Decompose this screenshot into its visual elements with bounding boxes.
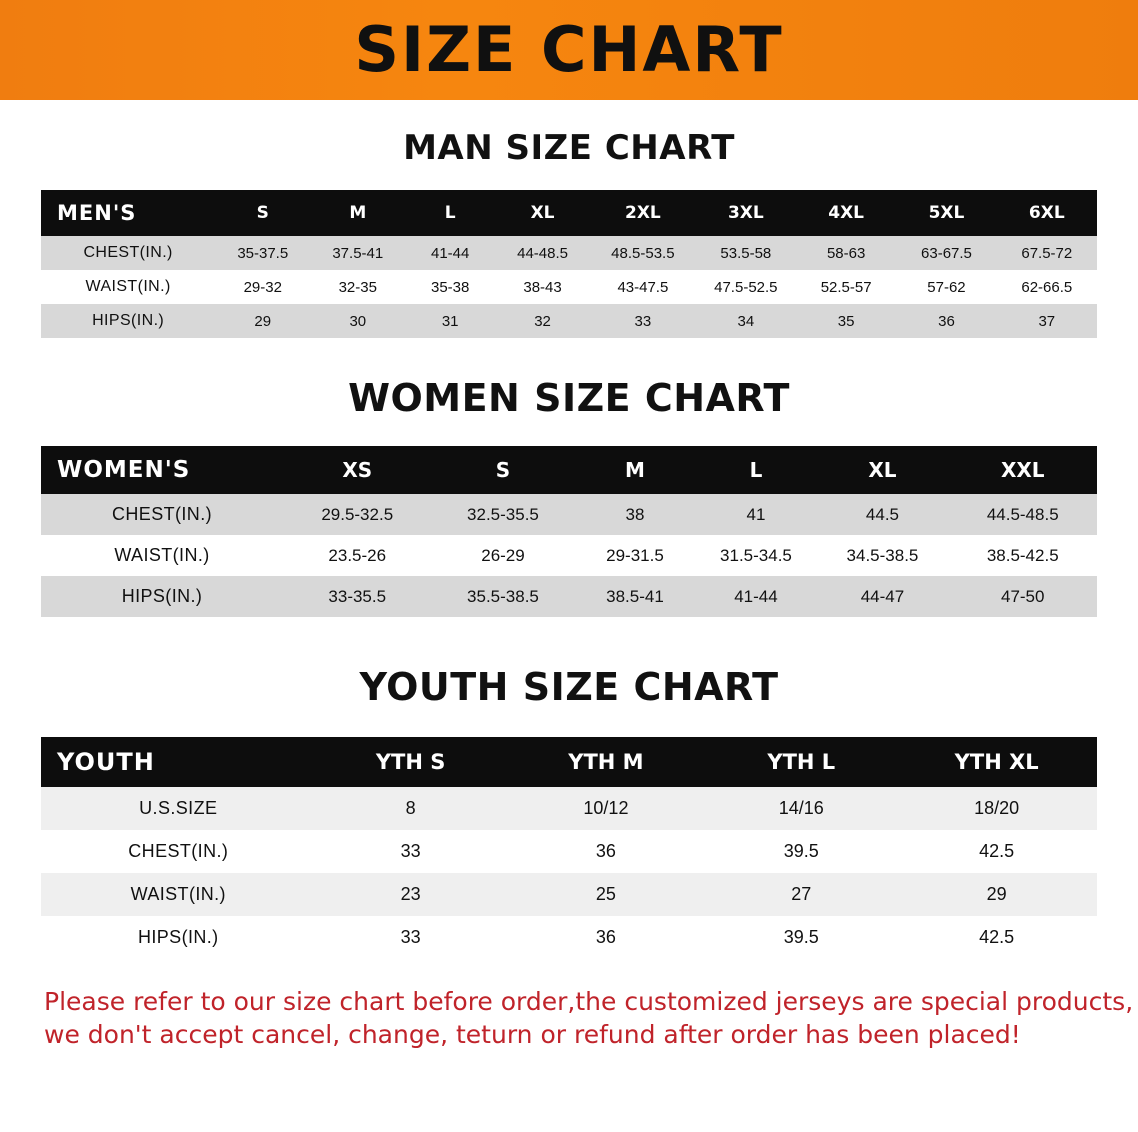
table-cell: 37.5-41 <box>332 244 384 262</box>
youth-header-m: YTH M <box>568 750 644 774</box>
women-row-chest-label: CHEST(IN.) <box>112 504 212 524</box>
table-cell: 35-38 <box>430 278 470 296</box>
youth-table-header <box>41 737 1097 787</box>
table-cell: 63-67.5 <box>921 244 972 262</box>
table-cell: 38.5-41 <box>606 586 664 606</box>
table-header-row <box>41 190 1097 236</box>
table-cell: 35.5-38.5 <box>467 586 539 606</box>
man-header-s: S <box>256 203 269 223</box>
youth-row-chest-label: CHEST(IN.) <box>128 841 229 861</box>
man-header-5xl: 5XL <box>928 203 965 223</box>
youth-row-hips-label: HIPS(IN.) <box>137 927 219 947</box>
man-size-table-wrap <box>41 190 1097 338</box>
women-size-table-wrap <box>41 446 1097 617</box>
table-cell: 26-29 <box>481 545 525 565</box>
table-cell: 8 <box>405 798 416 818</box>
man-header-label: MEN'S <box>57 201 137 225</box>
table-cell: 41 <box>746 504 766 524</box>
women-header-xs: XS <box>342 458 373 482</box>
man-header-6xl: 6XL <box>1028 203 1065 223</box>
disclaimer-line-1: Please refer to our size chart before order,the customized jerseys are special products, <box>44 987 1134 1016</box>
table-header-row <box>41 446 1097 494</box>
table-row <box>41 270 1097 304</box>
table-cell: 42.5 <box>979 927 1015 947</box>
women-section-heading: WOMEN SIZE CHART <box>348 376 790 420</box>
table-cell: 29-32 <box>243 278 282 296</box>
man-header-l: L <box>444 203 456 223</box>
women-table-header <box>41 446 1097 494</box>
man-table-body <box>41 236 1097 338</box>
table-cell: 38-43 <box>523 278 562 296</box>
youth-header-l: YTH L <box>767 750 836 774</box>
youth-size-table <box>41 737 1097 959</box>
table-cell: 33 <box>400 841 421 861</box>
table-cell: 44-48.5 <box>517 244 568 262</box>
table-row <box>41 304 1097 338</box>
table-row <box>41 830 1097 873</box>
table-row <box>41 535 1097 576</box>
table-row <box>41 787 1097 830</box>
table-row <box>41 916 1097 959</box>
table-cell: 36 <box>595 927 616 947</box>
youth-section-heading: YOUTH SIZE CHART <box>359 665 779 709</box>
man-header-4xl: 4XL <box>828 203 865 223</box>
disclaimer-note <box>44 985 1134 1051</box>
women-size-table <box>41 446 1097 617</box>
table-cell: 62-66.5 <box>1021 278 1073 296</box>
table-cell: 52.5-57 <box>820 278 872 296</box>
man-table-header <box>41 190 1097 236</box>
women-header-l: L <box>749 458 763 482</box>
women-header-xxl: XXL <box>1000 458 1045 482</box>
women-header-m: M <box>625 458 645 482</box>
table-cell: 18/20 <box>974 798 1020 818</box>
table-cell: 29 <box>986 884 1007 904</box>
man-header-2xl: 2XL <box>624 203 661 223</box>
table-cell: 39.5 <box>783 841 819 861</box>
table-cell: 31 <box>441 312 459 330</box>
youth-header-label: YOUTH <box>57 748 155 776</box>
man-row-hips-label: HIPS(IN.) <box>92 312 165 329</box>
table-cell: 47-50 <box>1000 586 1045 606</box>
table-cell: 29-31.5 <box>606 545 664 565</box>
table-cell: 34.5-38.5 <box>846 545 919 565</box>
women-row-hips-label: HIPS(IN.) <box>121 586 203 606</box>
table-cell: 48.5-53.5 <box>611 244 675 262</box>
man-section-heading: MAN SIZE CHART <box>403 128 735 168</box>
table-cell: 31.5-34.5 <box>720 545 792 565</box>
size-chart-banner <box>0 0 1138 100</box>
table-cell: 44.5 <box>865 504 900 524</box>
table-cell: 41-44 <box>430 244 470 262</box>
table-row <box>41 576 1097 617</box>
youth-row-waist-label: WAIST(IN.) <box>130 884 226 904</box>
man-header-3xl: 3XL <box>727 203 764 223</box>
table-cell: 27 <box>791 884 812 904</box>
table-cell: 57-62 <box>927 278 966 296</box>
table-cell: 32.5-35.5 <box>467 504 539 524</box>
table-cell: 14/16 <box>778 798 824 818</box>
women-header-label: WOMEN'S <box>57 457 191 483</box>
table-cell: 42.5 <box>979 841 1015 861</box>
table-cell: 33 <box>634 312 652 330</box>
table-cell: 23.5-26 <box>328 545 387 565</box>
disclaimer-line-2: we don't accept cancel, change, teturn or refund after order has been placed! <box>44 1020 1021 1049</box>
table-cell: 34 <box>737 312 755 330</box>
table-cell: 58-63 <box>826 244 866 262</box>
table-cell: 44.5-48.5 <box>986 504 1059 524</box>
table-cell: 53.5-58 <box>720 244 772 262</box>
table-cell: 33-35.5 <box>328 586 387 606</box>
table-cell: 47.5-52.5 <box>714 278 778 296</box>
youth-table-body <box>41 787 1097 959</box>
table-cell: 38.5-42.5 <box>986 545 1059 565</box>
table-cell: 23 <box>400 884 421 904</box>
table-cell: 43-47.5 <box>617 278 669 296</box>
youth-header-xl: YTH XL <box>954 750 1039 774</box>
table-cell: 37 <box>1038 312 1056 330</box>
women-header-xl: XL <box>868 458 897 482</box>
man-header-m: M <box>349 203 367 223</box>
table-cell: 32-35 <box>338 278 377 296</box>
table-cell: 36 <box>595 841 616 861</box>
man-size-table <box>41 190 1097 338</box>
table-row <box>41 494 1097 535</box>
table-cell: 35 <box>837 312 855 330</box>
banner-title: SIZE CHART <box>354 13 784 86</box>
women-row-waist-label: WAIST(IN.) <box>114 545 210 565</box>
table-cell: 36 <box>938 312 955 330</box>
man-header-xl: XL <box>530 203 555 223</box>
youth-size-table-wrap <box>41 737 1097 959</box>
table-cell: 39.5 <box>783 927 819 947</box>
table-header-row <box>41 737 1097 787</box>
table-cell: 25 <box>595 884 616 904</box>
man-row-waist-label: WAIST(IN.) <box>85 278 171 295</box>
table-cell: 44-47 <box>860 586 905 606</box>
table-cell: 38 <box>625 504 645 524</box>
table-cell: 29.5-32.5 <box>321 504 394 524</box>
man-row-chest-label: CHEST(IN.) <box>83 244 173 261</box>
table-cell: 32 <box>534 312 551 330</box>
table-row <box>41 873 1097 916</box>
table-cell: 30 <box>349 312 367 330</box>
table-cell: 41-44 <box>734 586 778 606</box>
table-row <box>41 236 1097 270</box>
women-header-s: S <box>495 458 511 482</box>
youth-header-s: YTH S <box>375 750 446 774</box>
youth-row-ussize-label: U.S.SIZE <box>139 798 218 818</box>
table-cell: 29 <box>254 312 272 330</box>
table-cell: 35-37.5 <box>237 244 289 262</box>
table-cell: 67.5-72 <box>1021 244 1073 262</box>
table-cell: 10/12 <box>583 798 629 818</box>
women-table-body <box>41 494 1097 617</box>
table-cell: 33 <box>400 927 421 947</box>
